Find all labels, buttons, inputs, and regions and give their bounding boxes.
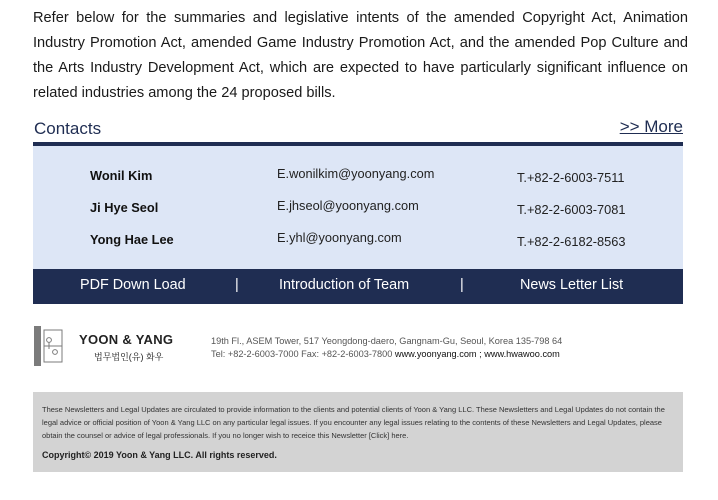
contact-name: Yong Hae Lee: [90, 232, 174, 247]
contact-phone: T.+82-2-6003-7081: [517, 202, 626, 217]
tel-fax: Tel: +82-2-6003-7000 Fax: +82-2-6003-7800: [211, 349, 395, 359]
newsletter-list-link[interactable]: News Letter List: [520, 277, 624, 293]
nav-separator: |: [235, 277, 239, 293]
office-address: [211, 335, 562, 361]
disclaimer-text: These Newsletters and Legal Updates are circulated to provide information to the clients and potential clients of Yoon & Yang LLC. These Newsletters and Legal Updates do not contain the legal advice or official position of Yoon & Yang LLC on any particular legal issues. If you encounter any legal issues relating to the contents of these Newsletters and Legal Updates, please obtain the counsel or advice of legal professionals. If you no longer wish to receice this Newsletter [Click] here.: [42, 405, 665, 440]
contacts-title: Contacts: [34, 119, 102, 138]
brand-name-en: YOON & YANG: [79, 332, 174, 347]
contact-name: Wonil Kim: [90, 168, 153, 183]
contact-line: [211, 348, 562, 361]
footer-nav-bar: [33, 269, 683, 304]
contact-email[interactable]: E.wonilkim@yoonyang.com: [277, 166, 435, 181]
contact-email[interactable]: E.jhseol@yoonyang.com: [277, 198, 419, 213]
yoon-yang-logo-icon: [33, 322, 63, 370]
nav-separator: |: [460, 277, 464, 293]
contacts-list: [33, 146, 683, 269]
intro-paragraph: Refer below for the summaries and legislative intents of the amended Copyright Act, Animation Industry Promotion Act, amended Game Industry Promotion Act, and the amended Pop Culture and the Arts Industry Development Act, which are expected to have particularly significant influence on related industries among the 24 proposed bills.: [33, 10, 688, 101]
contact-row: [33, 200, 683, 220]
contacts-header: [33, 116, 683, 144]
pdf-download-link[interactable]: PDF Down Load: [80, 277, 186, 293]
website-links[interactable]: www.yoonyang.com ; www.hwawoo.com: [394, 349, 560, 359]
contact-row: [33, 168, 683, 188]
contact-phone: T.+82-2-6182-8563: [517, 234, 626, 249]
copyright: Copyright© 2019 Yoon & Yang LLC. All rights reserved.: [42, 450, 277, 460]
contact-name: Ji Hye Seol: [90, 200, 159, 215]
address-line: 19th Fl., ASEM Tower, 517 Yeongdong-daero, Gangnam-Gu, Seoul, Korea 135-798 64: [211, 336, 563, 346]
contact-phone: T.+82-2-6003-7511: [517, 170, 625, 185]
more-link[interactable]: >> More: [619, 117, 683, 136]
contact-row: [33, 232, 683, 252]
introduction-of-team-link[interactable]: Introduction of Team: [279, 277, 410, 293]
contact-email[interactable]: E.yhl@yoonyang.com: [277, 230, 402, 245]
disclaimer-box: [33, 392, 683, 472]
brand-name-kr: 법무법인(유) 화우: [94, 352, 164, 362]
